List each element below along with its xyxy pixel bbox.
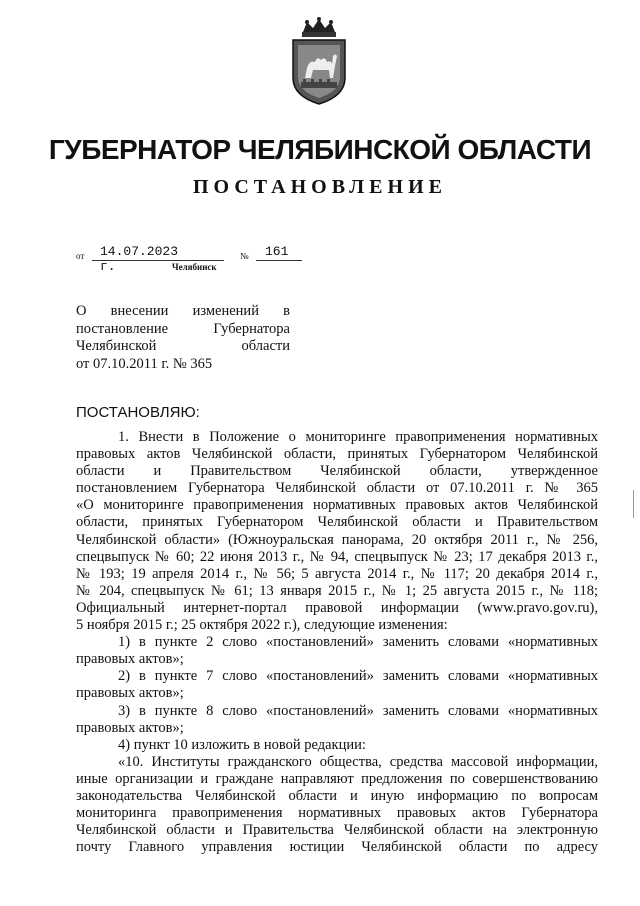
body-line: мониторинга правоприменения нормативных правовых актов Губернатора [76,805,598,822]
body-line: № 193; 19 апреля 2014 г., № 56; 5 августа 2014 г., № 117; 20 декабря 2014 г., [76,565,598,582]
place-of-issue: Челябинск [172,262,217,272]
coat-of-arms-icon [287,16,351,106]
body-line: иные организации и граждане направляют предложения по совершенствованию [76,770,598,787]
body-line: 2) в пункте 7 слово «постановлений» заменить словами «нормативных [118,668,598,685]
body-line: «10. Институты гражданского общества, средства массовой информации, [118,753,598,770]
body-line: постановлением Губернатора Челябинской области от 07.10.2011 г. № 365 [76,480,598,497]
number-label: № [240,251,249,261]
body-line: законодательства Челябинской области и иную информацию по вопросам [76,787,598,804]
scan-margin-mark [633,490,634,518]
resolve-heading: ПОСТАНОВЛЯЮ: [76,404,200,421]
body-line: № 204, спецвыпуск № 61; 13 января 2015 г., № 1; 25 августа 2015 г., № 118; [76,582,598,599]
body-line: правовых актов»; [76,719,184,736]
body-line: 1) в пункте 2 слово «постановлений» заменить словами «нормативных [118,634,598,651]
body-line: области и Правительством Челябинской области, утвержденное [76,463,598,480]
document-body [76,429,598,856]
body-line: «О мониторинге правоприменения нормативных правовых актов Челябинской [76,497,598,514]
document-type: ПОСТАНОВЛЕНИЕ [193,176,447,198]
body-line: почту Главного управления юстиции Челябинской области по адресу [76,839,598,856]
issuer-title: ГУБЕРНАТОР ЧЕЛЯБИНСКОЙ ОБЛАСТИ [48,134,592,165]
date-underline [92,260,224,261]
body-line: правовых актов»; [76,685,184,702]
body-line: области, принятых Губернатором Челябинской области и Правительством [76,514,598,531]
body-line: Официальный интернет-портал правовой информации (www.pravo.gov.ru), [76,599,598,616]
subject-line: О внесении изменений в [76,303,290,319]
body-line: Челябинской области и Правительства Челябинской области на электронную [76,822,598,839]
subject-line: от 07.10.2011 г. № 365 [76,355,213,372]
body-line: 4) пункт 10 изложить в новой редакции: [118,736,366,753]
body-line: спецвыпуск № 60; 22 июня 2013 г., № 94, спецвыпуск № 23; 17 декабря 2013 г., [76,548,598,565]
subject-line: постановление Губернатора [76,320,290,337]
body-line: правовых актов»; [76,651,184,668]
body-line: Челябинской области» (Южноуральская панорама, 20 октября 2011 г., № 256, [76,531,598,548]
document-subject [76,303,290,373]
body-line: 5 ноября 2015 г.; 25 октября 2022 г.), следующие изменения: [76,617,448,634]
from-label: от [76,251,85,261]
number-underline [256,260,302,261]
document-date: 14.07.2023 г. [100,244,179,274]
body-line: 3) в пункте 8 слово «постановлений» заменить словами «нормативных [118,702,598,719]
body-line: правовых актов Челябинской области, принятых Губернатором Челябинской [76,446,598,463]
document-number: 161 [265,244,289,259]
body-line: 1. Внести в Положение о мониторинге правоприменения нормативных [118,429,598,445]
subject-line: Челябинской области [76,338,290,354]
